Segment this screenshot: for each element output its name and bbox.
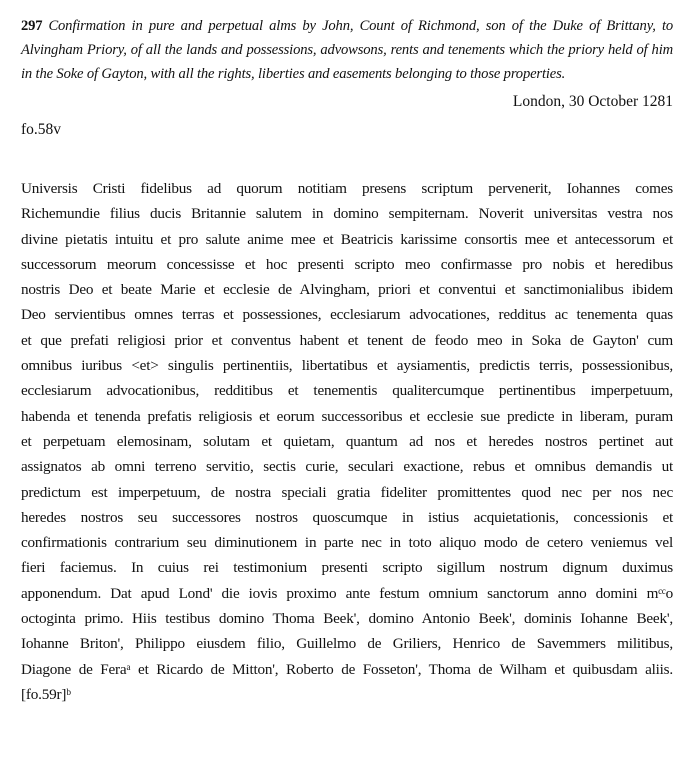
- charter-line: Universis Cristi fidelibus ad quorum notitiam presens scriptum pervenerit, Iohannes comes: [21, 180, 673, 197]
- charter-line: Richemundie filius ducis Britannie salutem in domino sempiternam. Noverit universitas vestra nos: [21, 205, 673, 223]
- charter-line: divine pietatis intuitu et pro salute anime mee et Beatricis karissime consortis mee et antecessorum et: [21, 230, 673, 248]
- charter-line: heredes nostros seu successores nostros quoscumque in istius acquietationis, concessionis et: [21, 508, 673, 526]
- folio-reference: fo.58v: [21, 121, 62, 138]
- charter-line: nostris Deo et beate Marie et ecclesie de Alvingham, priori et conventui et sanctimonialibus ibidem: [21, 281, 673, 299]
- charter-line: octoginta primo. Hiis testibus domino Thoma Beek', domino Antonio Beek', dominis Iohanne Beek',: [21, 610, 673, 628]
- charter-line: omnibus iuribus <et> singulis pertinentiis, libertatibus et aysiamentis, predictis terris, possessionibus,: [21, 357, 673, 375]
- charter-line: et perpetuam elemosinam, solutam et quietam, quantum ad nos et heredes nostros pertinet aut: [21, 432, 673, 450]
- charter-line: apponendum. Dat apud Lond' die iovis proximo ante festum omnium sanctorum anno domini mᶜᶜo: [21, 584, 673, 602]
- folio-reference-end: [fo.59r]ᵇ: [21, 685, 71, 703]
- entry-summary: Confirmation in pure and perpetual alms by John, Count of Richmond, son of the Duke of Brittany, to Alvingham Priory, of all the lands and possessions, advowsons, rents and tenements which the priory held of him in the Soke of Gayton, with all the rights, liberties and easements belonging to those properties.: [21, 18, 673, 82]
- charter-text: [21, 176, 673, 707]
- charter-line: habenda et tenenda prefatis religiosis et eorum successoribus et ecclesie sue predicte in liberam, puram: [21, 407, 673, 425]
- charter-line: predictum est imperpetuum, de nostra speciali gratia fideliter promittentes quod nec per nos nec: [21, 483, 673, 501]
- charter-line: successorum meorum concessisse et hoc presenti scripto meo confirmasse pro nobis et heredibus: [21, 255, 673, 273]
- charter-line: ecclesiarum advocationibus, redditibus et tenementis qualitercumque pertinentibus imperpetuum,: [21, 382, 673, 400]
- entry-heading: [21, 14, 673, 86]
- dateline: London, 30 October 1281: [512, 93, 673, 110]
- charter-line: Iohanne Briton', Philippo eiusdem filio, Guillelmo de Griliers, Henrico de Savemmers militibus,: [21, 635, 673, 653]
- charter-line: et que prefati religiosi prior et conventus habent et tenent de feodo meo in Soka de Gayton' cum: [21, 331, 673, 349]
- document-page: [21, 14, 673, 707]
- entry-number: 297: [21, 18, 43, 34]
- charter-line: Deo servientibus omnes terras et possessiones, ecclesiarum advocationes, redditus ac tenementa quas: [21, 306, 673, 324]
- charter-line: confirmationis contrarium seu diminutionem in parte nec in toto aliquo modo de cetero veniemus vel: [21, 534, 673, 552]
- charter-line: Diagone de Feraᵃ et Ricardo de Mitton', Roberto de Fosseton', Thoma de Wilham et quibusdam aliis.: [21, 660, 673, 678]
- charter-line: assignatos ab omni terreno servitio, sectis curie, seculari exactione, rebus et omnibus demandis ut: [21, 458, 673, 476]
- charter-line: fieri faciemus. In cuius rei testimonium presenti scripto sigillum nostrum dignum duximus: [21, 559, 673, 577]
